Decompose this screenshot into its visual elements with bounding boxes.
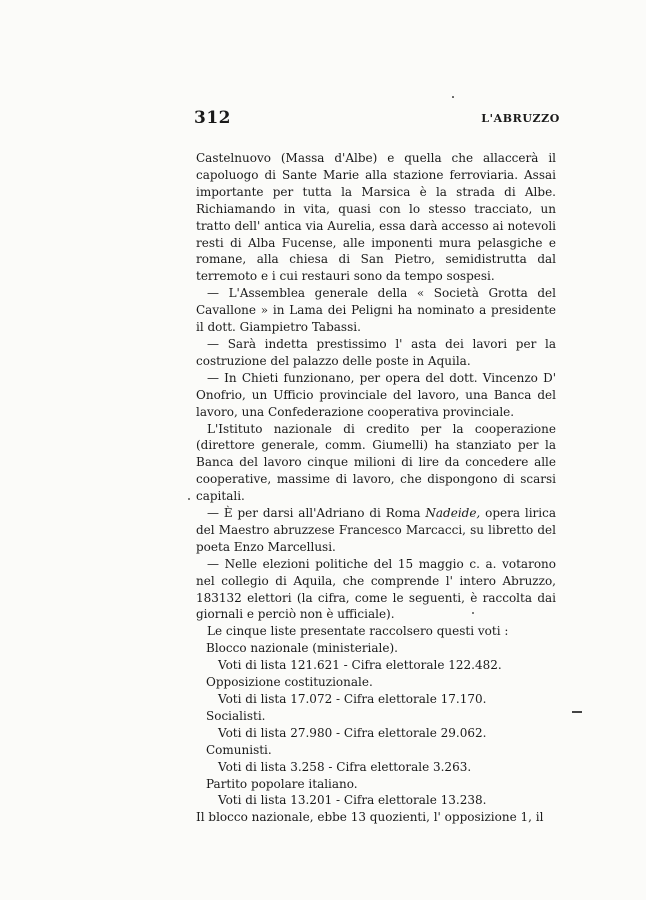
- paragraph-nadeide: [196, 505, 556, 556]
- list-votes: Voti di lista 121.621 - Cifra elettorale 122.482.: [218, 658, 502, 673]
- list-votes: Voti di lista 13.201 - Cifra elettorale 13.238.: [218, 793, 487, 808]
- paragraph-grotta-cavallone: — L'Assemblea generale della « Società Grotta del Cavallone » in Lama dei Peligni ha nominato a presidente il dott. Giampietro Tabassi.: [196, 286, 556, 335]
- paragraph-poste-aquila: — Sarà indetta prestissimo l' asta dei lavori per la costruzione del palazzo delle poste in Aquila.: [196, 336, 556, 368]
- margin-dash-mark: [572, 711, 582, 713]
- running-head: L'ABRUZZO: [481, 112, 560, 125]
- paragraph-cinque-liste: Le cinque liste presentate raccolsero questi voti :: [207, 624, 509, 639]
- list-name: Partito popolare italiano.: [206, 776, 358, 791]
- paragraph-elezioni: — Nelle elezioni politiche del 15 maggio c. a. votarono nel collegio di Aquila, che comprende l' intero Abruzzo, 183132 elettori (la cifra, come le seguenti, è raccolta dai giornali e perciò non è ufficiale).: [196, 556, 556, 622]
- paragraph-chieti: — In Chieti funzionano, per opera del dott. Vincenzo D' Onofrio, un Ufficio provinciale del lavoro, una Banca del lavoro, una Confederazione cooperativa provinciale.: [196, 370, 556, 419]
- paragraph-castelnuovo: Castelnuovo (Massa d'Albe) e quella che allaccerà il capoluogo di Sante Marie alla stazione ferroviaria. Assai importante per tutta la Marsica è la strada di Albe. Richiamando in vita, quasi con lo stesso tracciato, un tratto dell' antica via Aurelia, essa darà accesso ai notevoli resti di Alba Fucense, alle imponenti mura pelasgiche e romane, alla chiesa di San Pietro, semidistrutta dal terremoto e i cui restauri sono da tempo sospesi.: [196, 151, 556, 284]
- list-votes: Voti di lista 17.072 - Cifra elettorale 17.170.: [218, 692, 487, 706]
- nadeide-text-a: — È per darsi all'Adriano di Roma: [207, 506, 426, 521]
- margin-dot-mark: [452, 96, 454, 98]
- nadeide-title: Nadeide,: [425, 506, 481, 521]
- page-number: 312: [194, 108, 231, 128]
- page-header: [194, 108, 560, 132]
- list-name: Socialisti.: [206, 708, 266, 723]
- list-votes: Voti di lista 3.258 - Cifra elettorale 3.263.: [218, 759, 472, 774]
- paragraph-istituto-credito: L'Istituto nazionale di credito per la cooperazione (direttore generale, comm. Giumelli) ha stanziato per la Banca del lavoro cinque milioni di lire da concedere alle cooperative, massime di lavoro, che dispongono di scarsi capitali.: [196, 421, 556, 504]
- body-text: [196, 150, 556, 826]
- margin-dot-mark: [188, 498, 190, 500]
- margin-dot-mark: [472, 612, 474, 614]
- list-name: Comunisti.: [206, 742, 272, 757]
- nadeide-text-b: opera lirica del Maestro abruzzese Francesco Marcacci, su libretto del poeta Enzo Marcellusi.: [196, 506, 556, 554]
- list-name: Blocco nazionale (ministeriale).: [206, 641, 398, 656]
- list-votes: Voti di lista 27.980 - Cifra elettorale 29.062.: [218, 725, 487, 740]
- list-name: Opposizione costituzionale.: [206, 675, 373, 690]
- paragraph-blocco-quozienti: Il blocco nazionale, ebbe 13 quozienti, l' opposizione 1, il: [196, 810, 544, 825]
